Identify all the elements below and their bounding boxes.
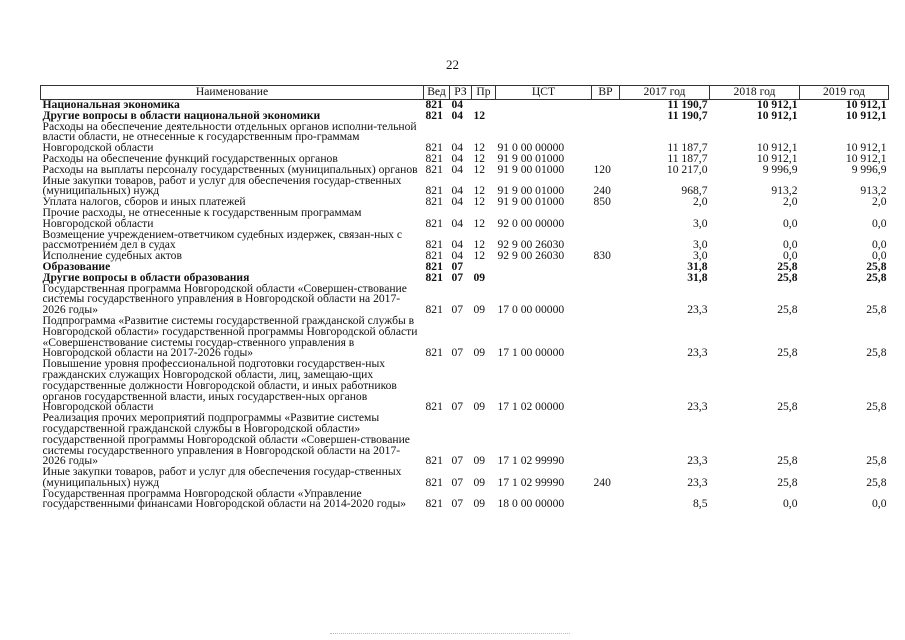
header-ved: Вед — [424, 86, 450, 100]
table-body — [41, 100, 889, 511]
row-value-2017: 2,0 — [693, 195, 708, 209]
row-value-2018: 25,8 — [777, 454, 798, 468]
row-value-2017: 23,3 — [687, 454, 708, 468]
row-value-2018: 9 996,9 — [762, 162, 798, 176]
row-name: Возмещение учреждением-ответчиком судебных издержек, связан-ных с рассмотрением дел в судах — [42, 227, 403, 252]
row-rz: 07 — [451, 270, 464, 284]
row-name: Иные закупки товаров, работ и услуг для обеспечения государ-ственных (муниципальных) нужд — [42, 465, 402, 489]
scan-artifact — [330, 633, 570, 637]
row-vr: 850 — [593, 195, 611, 209]
table-row — [41, 413, 889, 467]
row-value-2017: 31,8 — [687, 259, 708, 273]
table-row — [41, 251, 889, 262]
table-row — [41, 122, 889, 154]
row-pr: 09 — [473, 270, 486, 284]
row-ved: 821 — [425, 195, 443, 209]
row-value-2017: 3,0 — [693, 238, 708, 252]
row-name: Расходы на обеспечение функций государственных органов — [42, 151, 338, 165]
row-value-2018: 10 912,1 — [756, 98, 798, 111]
row-vr — [592, 208, 620, 230]
row-ved: 821 — [425, 108, 443, 122]
row-value-2019: 10 912,1 — [845, 151, 887, 165]
header-vr: ВР — [592, 86, 620, 100]
row-rz: 07 — [451, 400, 464, 414]
row-pr: 09 — [473, 303, 486, 317]
row-pr: 12 — [473, 216, 486, 230]
row-vr — [592, 316, 620, 359]
row-vr — [592, 100, 620, 111]
budget-table — [40, 85, 889, 510]
row-ved: 821 — [425, 303, 443, 317]
row-rz: 07 — [451, 497, 464, 511]
row-cst — [496, 262, 592, 273]
row-cst: 91 9 00 01000 — [497, 162, 565, 176]
row-vr — [592, 230, 620, 252]
header-2018: 2018 год — [710, 86, 800, 100]
table-row — [41, 284, 889, 316]
row-cst: 91 9 00 01000 — [497, 151, 565, 165]
row-value-2017: 31,8 — [687, 270, 708, 284]
row-value-2018: 25,8 — [777, 270, 798, 284]
row-value-2019: 0,0 — [872, 497, 887, 511]
row-value-2019: 25,8 — [866, 400, 887, 414]
row-ved: 821 — [425, 249, 443, 263]
header-cst: ЦСТ — [496, 86, 592, 100]
table-row — [41, 176, 889, 198]
row-value-2017: 11 190,7 — [667, 98, 708, 111]
row-name: Образование — [42, 259, 111, 273]
row-cst: 17 1 02 99990 — [497, 454, 565, 468]
row-cst: 92 9 00 26030 — [497, 249, 565, 263]
row-vr — [592, 111, 620, 122]
row-rz: 07 — [451, 259, 464, 273]
row-ved: 821 — [425, 475, 443, 489]
row-rz: 04 — [451, 98, 464, 111]
row-name: Иные закупки товаров, работ и услуг для обеспечения государ-ственных (муниципальных) нужд — [42, 173, 402, 198]
row-vr — [592, 273, 620, 284]
row-rz: 07 — [451, 303, 464, 317]
row-rz: 07 — [451, 475, 464, 489]
row-vr: 240 — [593, 475, 611, 489]
row-value-2019: 0,0 — [872, 238, 887, 252]
row-cst: 91 0 00 00000 — [497, 141, 565, 155]
row-pr: 12 — [473, 238, 486, 252]
row-cst: 17 1 02 99990 — [497, 475, 565, 489]
row-value-2019: 9 996,9 — [851, 162, 887, 176]
row-name: Повышение уровня профессиональной подготовки государствен-ных гражданских служащих Новгородской области, лиц, замещаю-щих государственные должности Новгородской области, и иных работников органов государственной власти, иных государствен-ных органов Новгородской области — [42, 357, 397, 414]
row-value-2019: 25,8 — [866, 475, 887, 489]
row-pr: 09 — [473, 497, 486, 511]
row-rz: 04 — [451, 151, 464, 165]
row-ved: 821 — [425, 151, 443, 165]
row-value-2017: 10 217,0 — [666, 162, 708, 176]
row-pr: 12 — [473, 184, 486, 198]
header-rz: РЗ — [450, 86, 472, 100]
row-vr — [592, 122, 620, 154]
row-value-2019: 0,0 — [872, 249, 887, 263]
row-vr — [592, 489, 620, 511]
row-value-2018: 0,0 — [783, 249, 798, 263]
row-rz: 04 — [451, 108, 464, 122]
row-name: Расходы на обеспечение деятельности отдельных органов исполни-тельной власти области, не отнесенные к государственным про-граммам Новгородской области — [42, 119, 417, 155]
row-value-2018: 2,0 — [783, 195, 798, 209]
row-rz: 04 — [451, 184, 464, 198]
table-row — [41, 467, 889, 489]
row-rz: 04 — [451, 195, 464, 209]
row-value-2019: 25,8 — [866, 259, 887, 273]
row-value-2018: 25,8 — [777, 400, 798, 414]
row-pr: 09 — [473, 346, 486, 360]
row-value-2017: 23,3 — [687, 400, 708, 414]
row-value-2019: 2,0 — [872, 195, 887, 209]
row-value-2019: 25,8 — [866, 303, 887, 317]
row-rz: 04 — [451, 162, 464, 176]
row-value-2018: 10 912,1 — [756, 141, 798, 155]
row-ved: 821 — [425, 184, 443, 198]
row-name: Государственная программа Новгородской области «Совершен-ствование системы государственного управления в Новгородской области на 2017-2026 годы» — [42, 281, 407, 317]
row-cst — [496, 100, 592, 111]
row-ved: 821 — [425, 238, 443, 252]
row-ved: 821 — [425, 400, 443, 414]
row-name: Расходы на выплаты персоналу государственных (муниципальных) органов — [42, 162, 418, 176]
row-pr: 09 — [473, 400, 486, 414]
row-ved: 821 — [425, 216, 443, 230]
row-cst: 17 0 00 00000 — [497, 303, 565, 317]
table-row — [41, 489, 889, 511]
row-name: Уплата налогов, сборов и иных платежей — [42, 195, 246, 209]
row-name: Другие вопросы в области образования — [42, 270, 250, 284]
row-value-2019: 10 912,1 — [845, 98, 887, 111]
row-name: Национальная экономика — [42, 98, 180, 111]
row-value-2019: 10 912,1 — [845, 108, 887, 122]
row-cst: 91 9 00 01000 — [497, 195, 565, 209]
row-value-2017: 11 190,7 — [667, 108, 708, 122]
row-pr: 12 — [473, 162, 486, 176]
row-name: Исполнение судебных актов — [42, 249, 182, 263]
row-vr: 830 — [593, 249, 611, 263]
row-value-2017: 3,0 — [693, 249, 708, 263]
row-value-2018: 10 912,1 — [756, 108, 798, 122]
row-value-2019: 913,2 — [860, 184, 887, 198]
row-value-2019: 25,8 — [866, 346, 887, 360]
row-value-2018: 10 912,1 — [756, 151, 798, 165]
row-name: Прочие расходы, не отнесенные к государственным программам Новгородской области — [42, 205, 362, 230]
row-vr — [592, 284, 620, 316]
row-ved: 821 — [425, 162, 443, 176]
row-vr — [592, 413, 620, 467]
row-value-2019: 25,8 — [866, 270, 887, 284]
row-value-2018: 0,0 — [783, 216, 798, 230]
row-ved: 821 — [425, 141, 443, 155]
row-cst: 91 9 00 01000 — [497, 184, 565, 198]
row-pr: 12 — [473, 151, 486, 165]
row-cst — [496, 111, 592, 122]
row-cst: 18 0 00 00000 — [497, 497, 565, 511]
row-value-2017: 23,3 — [687, 475, 708, 489]
row-value-2019: 10 912,1 — [845, 141, 887, 155]
row-value-2018: 25,8 — [777, 259, 798, 273]
header-name: Наименование — [41, 86, 424, 100]
row-value-2017: 23,3 — [687, 346, 708, 360]
row-value-2018: 25,8 — [777, 303, 798, 317]
header-2019: 2019 год — [800, 86, 889, 100]
row-vr: 240 — [593, 184, 611, 198]
row-value-2019: 25,8 — [866, 454, 887, 468]
row-value-2017: 8,5 — [693, 497, 708, 511]
header-pr: Пр — [472, 86, 496, 100]
row-cst: 17 1 02 00000 — [497, 400, 565, 414]
row-pr: 12 — [473, 108, 486, 122]
row-cst: 92 0 00 00000 — [497, 216, 565, 230]
row-pr: 09 — [473, 475, 486, 489]
row-vr — [592, 262, 620, 273]
row-value-2017: 11 187,7 — [667, 141, 708, 155]
row-pr: 12 — [473, 195, 486, 209]
table-row — [41, 208, 889, 230]
row-rz: 04 — [451, 249, 464, 263]
row-name: Государственная программа Новгородской области «Управление государственными финансами Новгородской области на 2014-2020 годы» — [42, 486, 407, 511]
row-rz: 07 — [451, 454, 464, 468]
row-value-2019: 0,0 — [872, 216, 887, 230]
row-ved: 821 — [425, 270, 443, 284]
row-name: Реализация прочих мероприятий подпрограммы «Развитие системы государственной гражданской службы в Новгородской области» государственной программы Новгородской области «Совершен-ствование системы государственного управления в Новгородской области на 2017-2026 годы» — [42, 411, 410, 468]
row-ved: 821 — [425, 346, 443, 360]
table-row — [41, 230, 889, 252]
row-ved: 821 — [425, 497, 443, 511]
row-cst: 92 9 00 26030 — [497, 238, 565, 252]
row-value-2018: 25,8 — [777, 346, 798, 360]
row-pr: 12 — [473, 141, 486, 155]
page-number: 22 — [446, 57, 459, 72]
row-ved: 821 — [425, 259, 443, 273]
row-value-2018: 0,0 — [783, 238, 798, 252]
row-vr — [592, 359, 620, 413]
row-value-2017: 23,3 — [687, 303, 708, 317]
row-value-2018: 913,2 — [771, 184, 798, 198]
row-vr: 120 — [593, 162, 611, 176]
row-value-2017: 11 187,7 — [667, 151, 708, 165]
row-rz: 04 — [451, 141, 464, 155]
header-2017: 2017 год — [620, 86, 710, 100]
row-cst: 17 1 00 00000 — [497, 346, 565, 360]
row-value-2018: 0,0 — [783, 497, 798, 511]
row-rz: 04 — [451, 216, 464, 230]
row-ved: 821 — [425, 454, 443, 468]
row-rz: 04 — [451, 238, 464, 252]
row-rz: 07 — [451, 346, 464, 360]
row-name: Подпрограмма «Развитие системы государственной гражданской службы в Новгородской области» государственной программы Новгородской области «Совершенствование системы государ-ственного управления в Новгородской области на 2017-2026 годы» — [42, 313, 418, 360]
row-value-2017: 968,7 — [681, 184, 708, 198]
row-value-2018: 25,8 — [777, 475, 798, 489]
table-row — [41, 316, 889, 359]
table-row — [41, 359, 889, 413]
row-name: Другие вопросы в области национальной экономики — [42, 108, 321, 122]
row-ved: 821 — [425, 98, 443, 111]
row-cst — [496, 273, 592, 284]
row-pr: 09 — [473, 454, 486, 468]
row-value-2017: 3,0 — [693, 216, 708, 230]
row-pr: 12 — [473, 249, 486, 263]
